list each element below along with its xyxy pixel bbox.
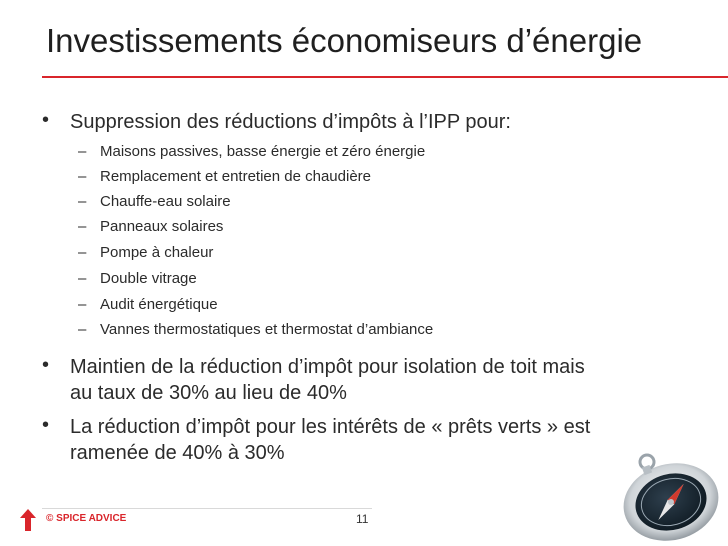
dash-icon: – <box>78 218 87 235</box>
dash-icon: – <box>78 143 87 160</box>
sub-bullet-text: Audit énergétique <box>100 296 218 313</box>
dash-icon: – <box>78 321 87 338</box>
bullet-text-line2: ramenée de 40% à 30% <box>70 442 285 464</box>
dash-icon: – <box>78 270 87 287</box>
sub-bullet-text: Vannes thermostatiques et thermostat d’ambiance <box>100 321 434 338</box>
compass-icon <box>615 448 723 544</box>
bullet-icon: • <box>42 109 50 131</box>
bullet-text-line2: au taux de 30% au lieu de 40% <box>70 382 347 404</box>
bullet-text-line1: La réduction d’impôt pour les intérêts de « prêts verts » est <box>70 416 591 438</box>
sub-bullet-text: Panneaux solaires <box>100 218 224 235</box>
sub-bullet-text: Chauffe-eau solaire <box>100 193 231 210</box>
sub-bullet-text: Pompe à chaleur <box>100 244 214 261</box>
dash-icon: – <box>78 296 87 313</box>
footer-divider <box>42 508 372 509</box>
footer-brand: © SPICE ADVICE <box>46 513 127 524</box>
dash-icon: – <box>78 193 87 210</box>
bullet-text: Suppression des réductions d’impôts à l’IPP pour: <box>70 111 511 133</box>
up-arrow-icon <box>20 509 36 531</box>
bullet-text-line1: Maintien de la réduction d’impôt pour isolation de toit mais <box>70 356 585 378</box>
sub-bullet-text: Maisons passives, basse énergie et zéro énergie <box>100 143 426 160</box>
bullet-icon: • <box>42 354 50 376</box>
sub-bullet-text: Double vitrage <box>100 270 197 287</box>
dash-icon: – <box>78 168 87 185</box>
sub-bullet-text: Remplacement et entretien de chaudière <box>100 168 371 185</box>
page-number: 11 <box>356 512 369 526</box>
slide-title: Investissements économiseurs d’énergie <box>46 22 643 59</box>
dash-icon: – <box>78 244 87 261</box>
bullet-icon: • <box>42 414 50 436</box>
